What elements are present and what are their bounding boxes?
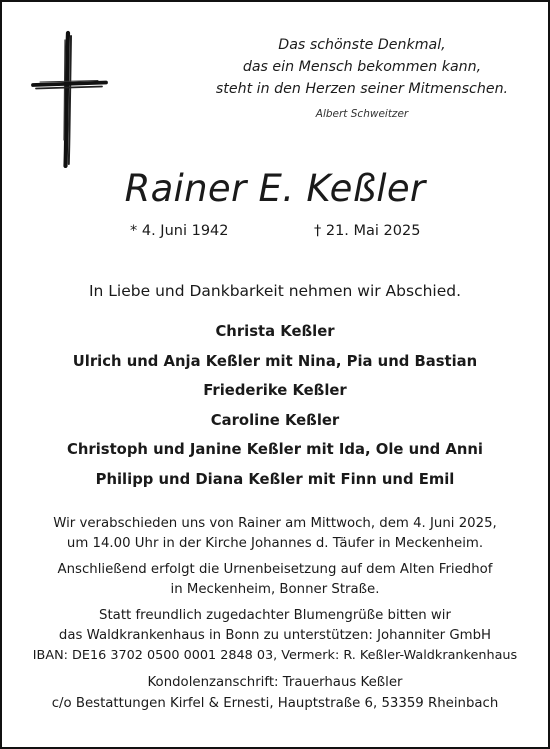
cross-icon [30,30,108,168]
service-line: Wir verabschieden uns von Rainer am Mittwoch, dem 4. Juni 2025, [53,516,497,531]
burial-paragraph [2,560,548,600]
condolence-line: c/o Bestattungen Kirfel & Ernesti, Hauptstraße 6, 53359 Rheinbach [51,696,499,711]
burial-line: in Meckenheim, Bonner Straße. [170,582,380,597]
deceased-name: Rainer E. Keßler [124,167,426,210]
donation-paragraph [2,606,548,666]
quote-line: steht in den Herzen seiner Mitmenschen. [215,81,509,97]
donation-line: Statt freundlich zugedachter Blumengrüße bitten wir [99,608,451,623]
quote-line: Das schönste Denkmal, [278,37,446,53]
quote-author: Albert Schweitzer [315,108,409,120]
family-member: Ulrich und Anja Keßler mit Nina, Pia und Bastian [72,352,478,370]
family-list [2,317,548,495]
family-member: Friederike Keßler [203,382,347,400]
family-member: Christoph und Janine Keßler mit Ida, Ole und Anni [67,441,483,459]
family-member: Christa Keßler [215,323,335,340]
quote-block [202,34,522,121]
condolence-line: Kondolenzanschrift: Trauerhaus Keßler [147,675,403,690]
quote-line: das ein Mensch bekommen kann, [242,59,482,75]
birth-date: * 4. Juni 1942 [130,223,229,239]
family-member: Caroline Keßler [210,411,340,429]
service-details [2,514,548,672]
service-paragraph [2,514,548,554]
donation-line: IBAN: DE16 3702 0500 0001 2848 03, Vermerk: R. Keßler-Waldkrankenhaus [32,648,518,663]
service-line: um 14.00 Uhr in der Kirche Johannes d. Täufer in Meckenheim. [66,536,484,551]
farewell-line: In Liebe und Dankbarkeit nehmen wir Abschied. [88,282,462,300]
donation-line: das Waldkrankenhaus in Bonn zu unterstützen: Johanniter GmbH [58,628,492,643]
condolence-address [2,672,548,714]
family-member: Philipp und Diana Keßler mit Finn und Emil [95,470,455,488]
burial-line: Anschließend erfolgt die Urnenbeisetzung auf dem Alten Friedhof [57,562,493,577]
death-date: † 21. Mai 2025 [314,223,421,239]
